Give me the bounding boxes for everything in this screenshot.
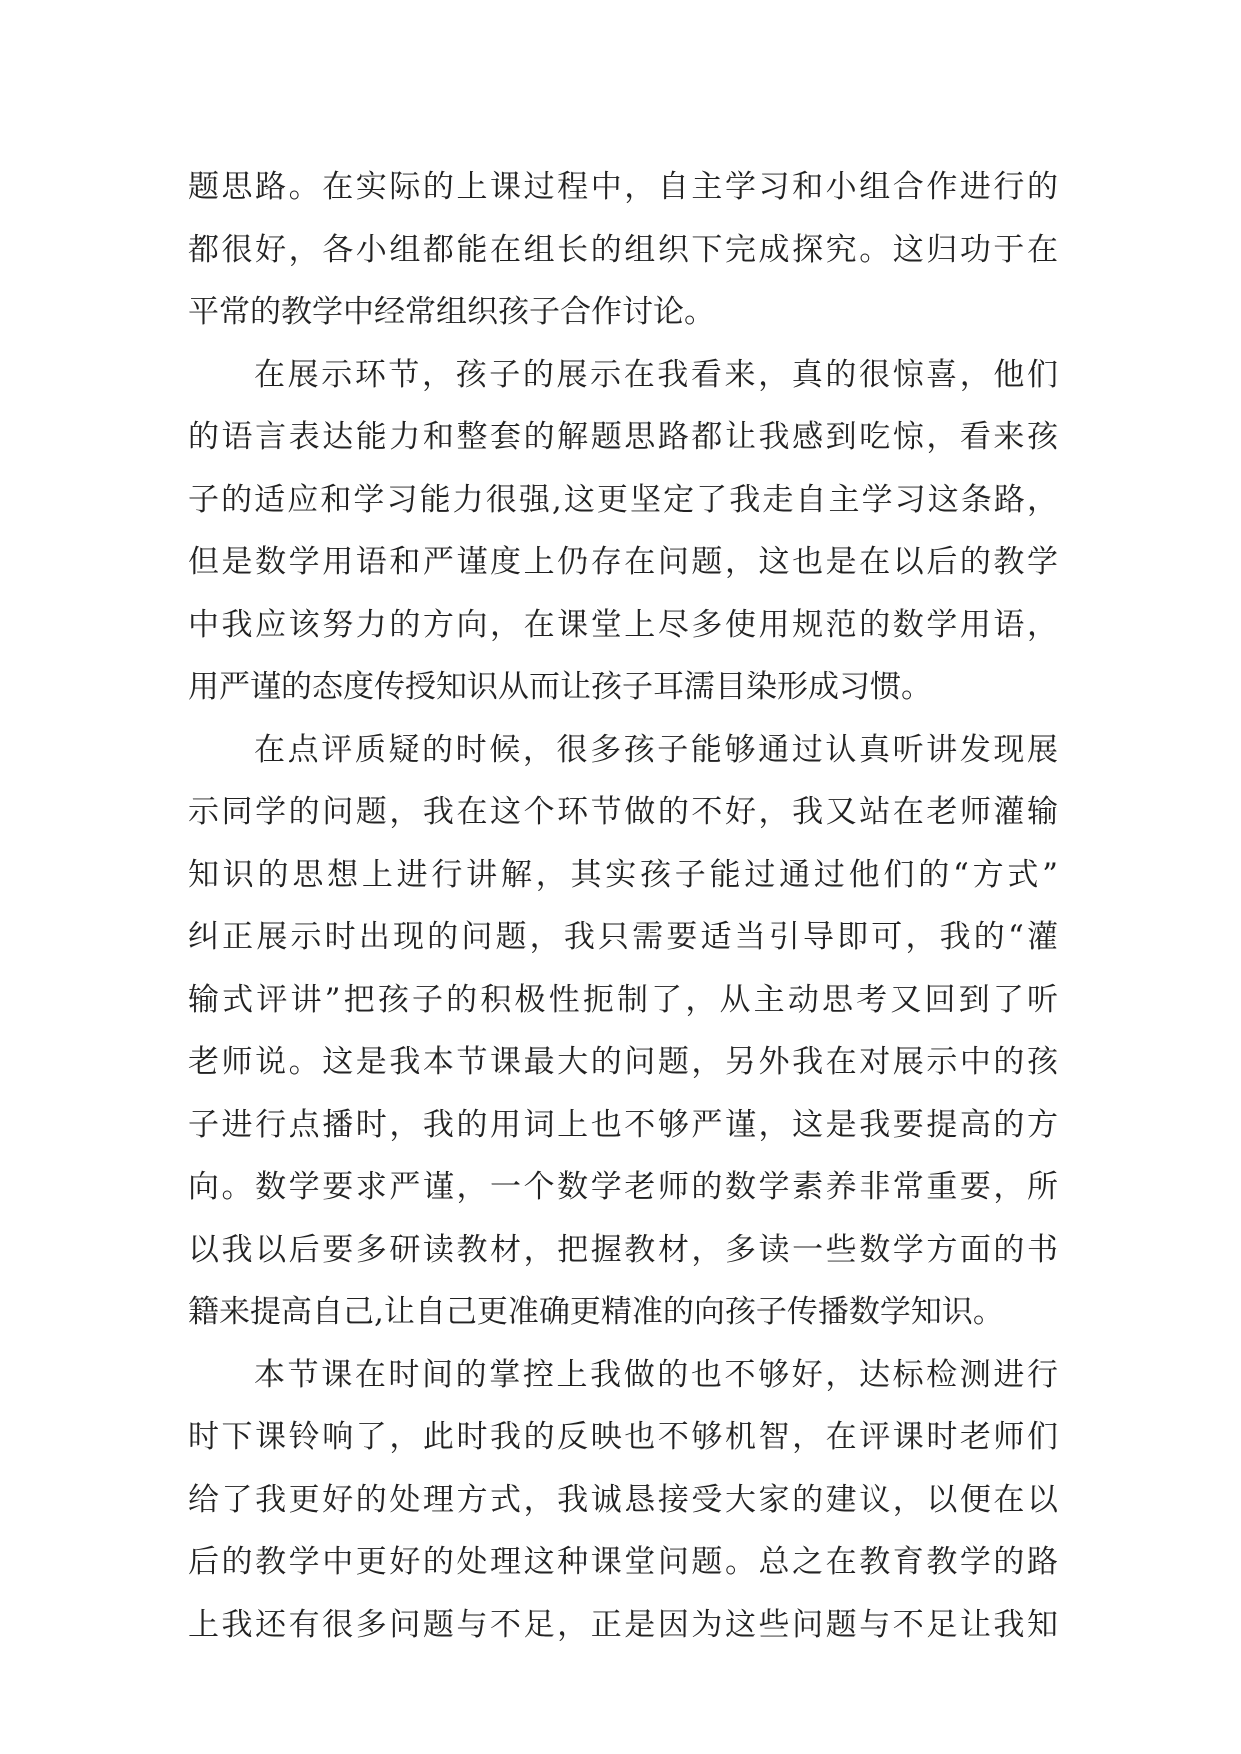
text-line: 在点评质疑的时候，很多孩子能够通过认真听讲发现展 — [254, 731, 1058, 768]
text-line: 老师说。这是我本节课最大的问题，另外我在对展示中的孩 — [188, 1044, 1058, 1080]
paragraph-4 — [188, 1344, 1058, 1657]
text-line: 本节课在时间的掌控上我做的也不够好，达标检测进行 — [254, 1356, 1058, 1393]
paragraph-3 — [188, 719, 1058, 1344]
text-line: 上我还有很多问题与不足，正是因为这些问题与不足让我知 — [188, 1606, 1058, 1643]
text-line: 用严谨的态度传授知识从而让孩子耳濡目染形成习惯。 — [188, 669, 932, 705]
text-line: 中我应该努力的方向，在课堂上尽多使用规范的数学用语， — [188, 606, 1058, 643]
text-line: 在展示环节，孩子的展示在我看来，真的很惊喜，他们 — [254, 356, 1058, 393]
text-line: 后的教学中更好的处理这种课堂问题。总之在教育教学的路 — [188, 1544, 1058, 1580]
text-line: 子进行点播时，我的用词上也不够严谨，这是我要提高的方 — [188, 1106, 1058, 1143]
paragraph-2 — [188, 344, 1058, 719]
text-line: 子的适应和学习能力很强,这更坚定了我走自主学习这条路， — [188, 481, 1058, 518]
text-line: 示同学的问题，我在这个环节做的不好，我又站在老师灌输 — [188, 794, 1058, 830]
paragraph-1 — [188, 156, 1058, 344]
text-line: 向。数学要求严谨，一个数学老师的数学素养非常重要，所 — [188, 1169, 1058, 1205]
text-line: 但是数学用语和严谨度上仍存在问题，这也是在以后的教学 — [188, 544, 1058, 580]
text-line: 题思路。在实际的上课过程中，自主学习和小组合作进行的 — [188, 169, 1058, 205]
text-line: 籍来提高自己,让自己更准确更精准的向孩子传播数学知识。 — [188, 1294, 1004, 1330]
text-line: 的语言表达能力和整套的解题思路都让我感到吃惊，看来孩 — [188, 419, 1058, 455]
text-line: 输式评讲”把孩子的积极性扼制了，从主动思考又回到了听 — [188, 981, 1058, 1018]
text-line: 知识的思想上进行讲解，其实孩子能过通过他们的“方式” — [188, 856, 1058, 893]
text-line: 平常的教学中经常组织孩子合作讨论。 — [188, 294, 715, 330]
document-body — [188, 156, 1058, 1656]
text-line: 给了我更好的处理方式，我诚恳接受大家的建议，以便在以 — [188, 1481, 1058, 1518]
text-line: 都很好，各小组都能在组长的组织下完成探究。这归功于在 — [188, 231, 1058, 268]
text-line: 以我以后要多研读教材，把握教材，多读一些数学方面的书 — [188, 1231, 1058, 1268]
text-line: 纠正展示时出现的问题，我只需要适当引导即可，我的“灌 — [188, 919, 1058, 955]
text-line: 时下课铃响了，此时我的反映也不够机智，在评课时老师们 — [188, 1419, 1058, 1455]
